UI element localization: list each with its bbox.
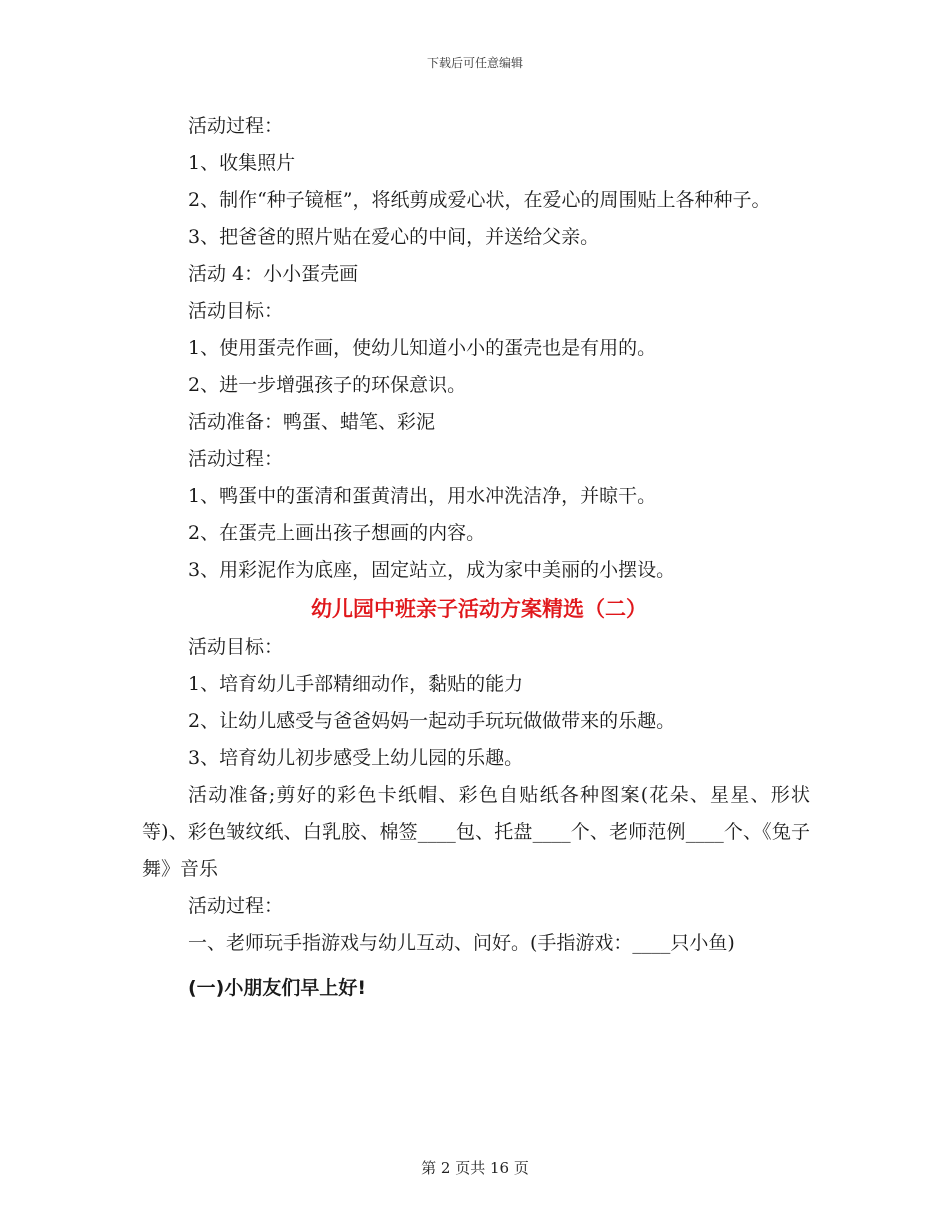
goal-item: 2、让幼儿感受与爸爸妈妈一起动手玩玩做做带来的乐趣。 <box>188 710 676 732</box>
activity-title: 活动 4：小小蛋壳画 <box>188 263 359 285</box>
process-step: 3、把爸爸的照片贴在爱心的中间，并送给父亲。 <box>188 226 600 248</box>
section-heading: 幼儿园中班亲子活动方案精选（二） <box>311 597 647 621</box>
preparation: 活动准备;剪好的彩色卡纸帽、彩色自贴纸各种图案(花朵、星星、形状等)、彩色皱纹纸、白乳胶、棉签____包、托盘____个、老师范例____个、《兔子舞》音乐 <box>142 784 810 880</box>
document-body <box>142 108 810 1007</box>
page-footer: 第 2 页共 16 页 <box>421 1159 529 1177</box>
process-label: 活动过程： <box>188 115 284 137</box>
sub-step: (一)小朋友们早上好! <box>188 977 367 999</box>
process-step: 2、在蛋壳上画出孩子想画的内容。 <box>188 522 486 544</box>
page-header: 下载后可任意编辑 <box>426 56 523 70</box>
goal-item: 3、培育幼儿初步感受上幼儿园的乐趣。 <box>188 747 524 769</box>
process-step: 1、收集照片 <box>188 152 296 174</box>
goal-item: 1、培育幼儿手部精细动作，黏贴的能力 <box>188 673 524 695</box>
process-label: 活动过程： <box>188 448 284 470</box>
goal-label: 活动目标： <box>188 636 284 658</box>
process-step: 1、鸭蛋中的蛋清和蛋黄清出，用水冲洗洁净，并晾干。 <box>188 485 657 507</box>
process-label: 活动过程： <box>188 895 284 917</box>
process-step: 一、老师玩手指游戏与幼儿互动、问好。(手指游戏：____只小鱼) <box>188 932 735 954</box>
goal-label: 活动目标： <box>188 300 284 322</box>
process-step: 3、用彩泥作为底座，固定站立，成为家中美丽的小摆设。 <box>188 559 676 581</box>
goal-item: 2、进一步增强孩子的环保意识。 <box>188 374 467 396</box>
goal-item: 1、使用蛋壳作画，使幼儿知道小小的蛋壳也是有用的。 <box>188 337 657 359</box>
preparation: 活动准备：鸭蛋、蜡笔、彩泥 <box>188 411 436 433</box>
process-step: 2、制作“种子镜框”，将纸剪成爱心状，在爱心的周围贴上各种种子。 <box>188 189 771 211</box>
